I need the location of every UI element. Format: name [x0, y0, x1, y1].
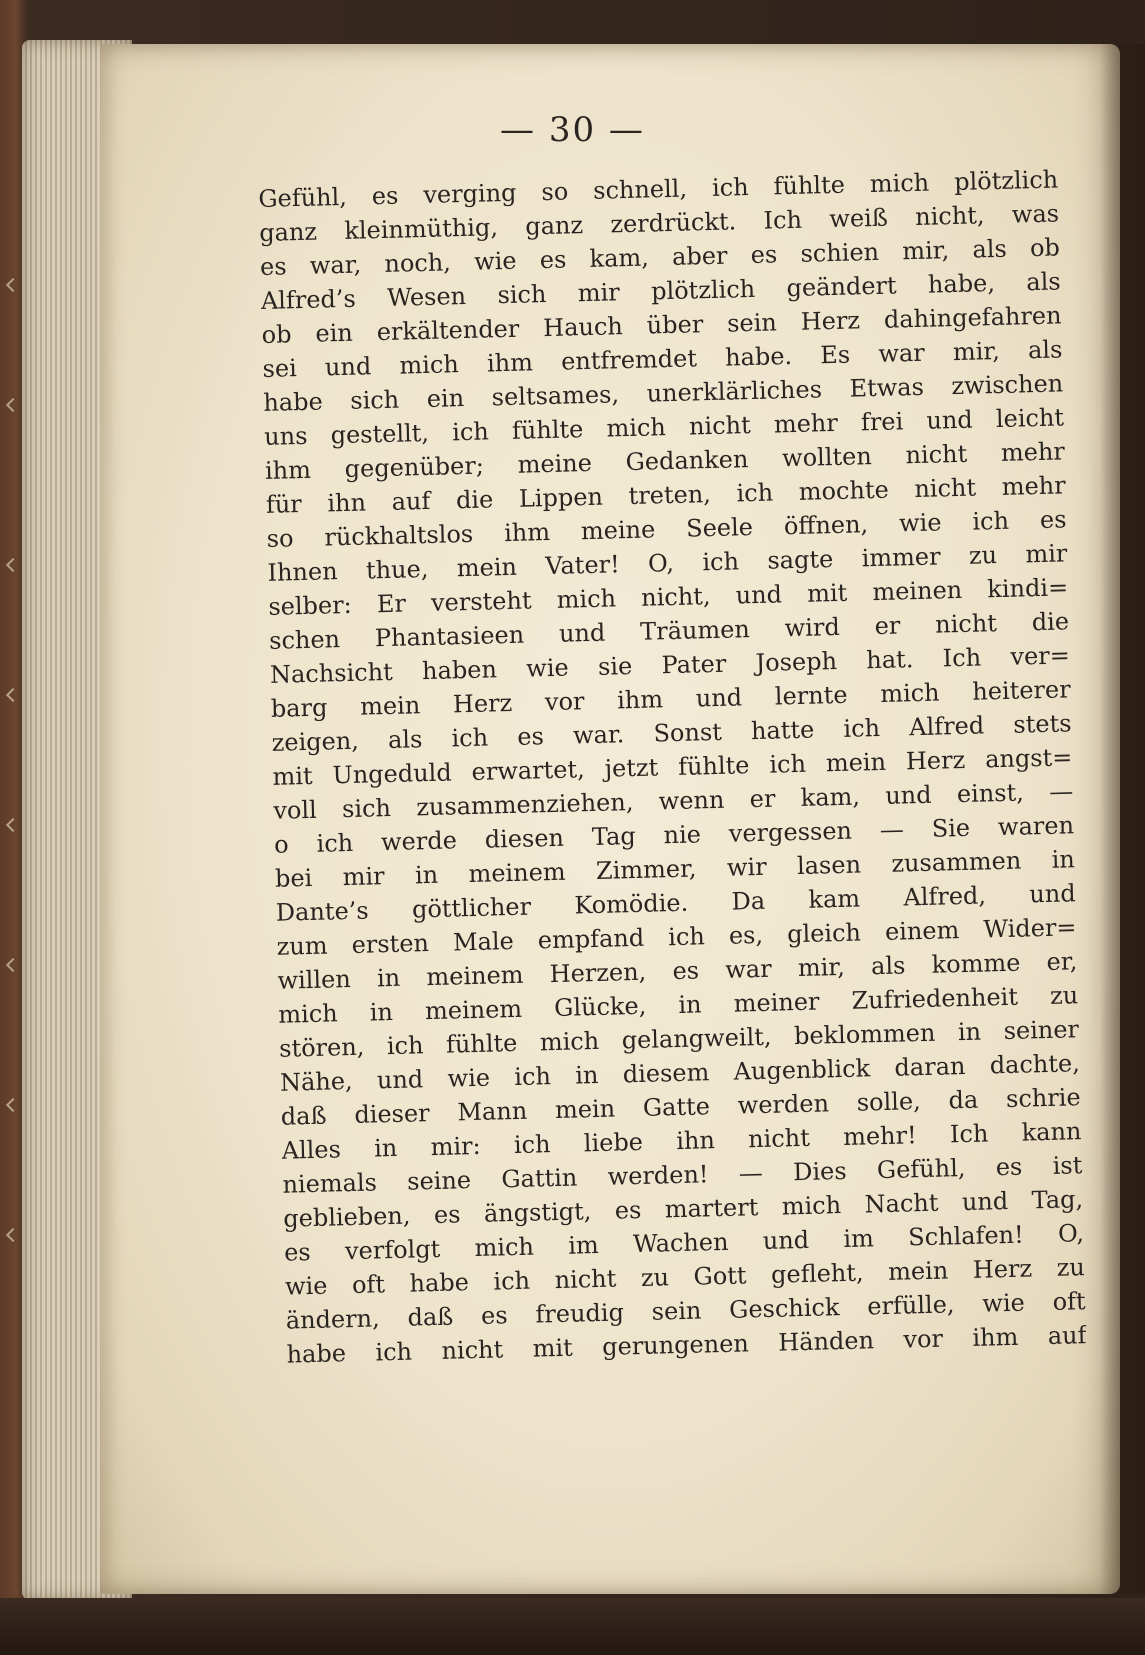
text-line: zum ersten Male empfand ich es, gleich einem Wider= — [276, 913, 1077, 961]
text-line: für ihn auf die Lippen treten, ich mochte nicht mehr — [265, 471, 1066, 519]
text-line: Nähe, und wie ich in diesem Augenblick daran dachte, — [279, 1049, 1081, 1097]
text-line: sei und mich ihm entfremdet habe. Es war mir, als — [262, 335, 1063, 383]
text-line: willen in meinem Herzen, es war mir, als komme er, — [277, 947, 1078, 995]
text-line: Alles in mir: ich liebe ihn nicht mehr! Ich kann — [281, 1117, 1082, 1165]
text-line: niemals seine Gattin werden! — Dies Gefühl, es ist — [282, 1151, 1083, 1199]
text-line: barg mein Herz vor ihm und lernte mich heiterer — [270, 675, 1071, 723]
text-line: habe ich nicht mit gerungenen Händen vor ihm auf — [286, 1321, 1087, 1369]
gutter-shadow — [1100, 44, 1145, 1594]
text-line: zeigen, als ich es war. Sonst hatte ich Alfred stets — [271, 709, 1072, 757]
text-line: mit Ungeduld erwartet, jetzt fühlte ich mein Herz angst= — [272, 743, 1073, 791]
text-line: es war, noch, wie es kam, aber es schien mir, als ob — [259, 233, 1061, 281]
text-line: Gefühl, es verging so schnell, ich fühlte mich plötzlich — [258, 165, 1059, 213]
text-line: Nachsicht haben wie sie Pater Joseph hat. Ich ver= — [269, 641, 1071, 689]
text-line: voll sich zusammenziehen, wenn er kam, und einst, — — [273, 777, 1074, 825]
text-line: mich in meinem Glücke, in meiner Zufriedenheit zu — [278, 981, 1079, 1029]
text-line: selber: Er versteht mich nicht, und mit meinen kindi= — [268, 573, 1069, 621]
page-number: — 30 — — [500, 110, 645, 150]
text-line: ändern, daß es freudig sein Geschick erfülle, wie oft — [285, 1287, 1086, 1335]
text-line: stören, ich fühlte mich gelangweilt, beklommen in seiner — [278, 1015, 1080, 1063]
text-line: o ich werde diesen Tag nie vergessen — Sie waren — [273, 811, 1075, 859]
text-line: es verfolgt mich im Wachen und im Schlafen! O, — [283, 1219, 1085, 1267]
text-line: ihm gegenüber; meine Gedanken wollten nicht mehr — [264, 437, 1066, 485]
body-text — [258, 162, 1087, 1371]
text-line: uns gestellt, ich fühlte mich nicht mehr frei und leicht — [263, 403, 1065, 451]
text-line: Alfred’s Wesen sich mir plötzlich geändert habe, als — [260, 267, 1062, 315]
text-line: schen Phantasieen und Träumen wird er nicht die — [268, 607, 1070, 655]
text-line: habe sich ein seltsames, unerklärliches Etwas zwischen — [263, 369, 1064, 417]
text-line: Dante’s göttlicher Komödie. Da kam Alfred, und — [275, 879, 1076, 927]
text-line: ob ein erkältender Hauch über sein Herz dahingefahren — [261, 301, 1062, 349]
text-line: bei mir in meinem Zimmer, wir lasen zusammen in — [274, 845, 1076, 893]
text-line: so rückhaltslos ihm meine Seele öffnen, wie ich es — [266, 505, 1067, 553]
text-line: Ihnen thue, mein Vater! O, ich sagte immer zu mir — [267, 539, 1068, 587]
text-line: daß dieser Mann mein Gatte werden solle, da schrie — [280, 1083, 1081, 1131]
text-line: geblieben, es ängstigt, es martert mich Nacht und Tag, — [282, 1185, 1084, 1233]
text-line: wie oft habe ich nicht zu Gott gefleht, mein Herz zu — [284, 1253, 1086, 1301]
text-line: ganz kleinmüthig, ganz zerdrückt. Ich weiß nicht, was — [258, 199, 1060, 247]
bottom-edge — [0, 1598, 1145, 1655]
